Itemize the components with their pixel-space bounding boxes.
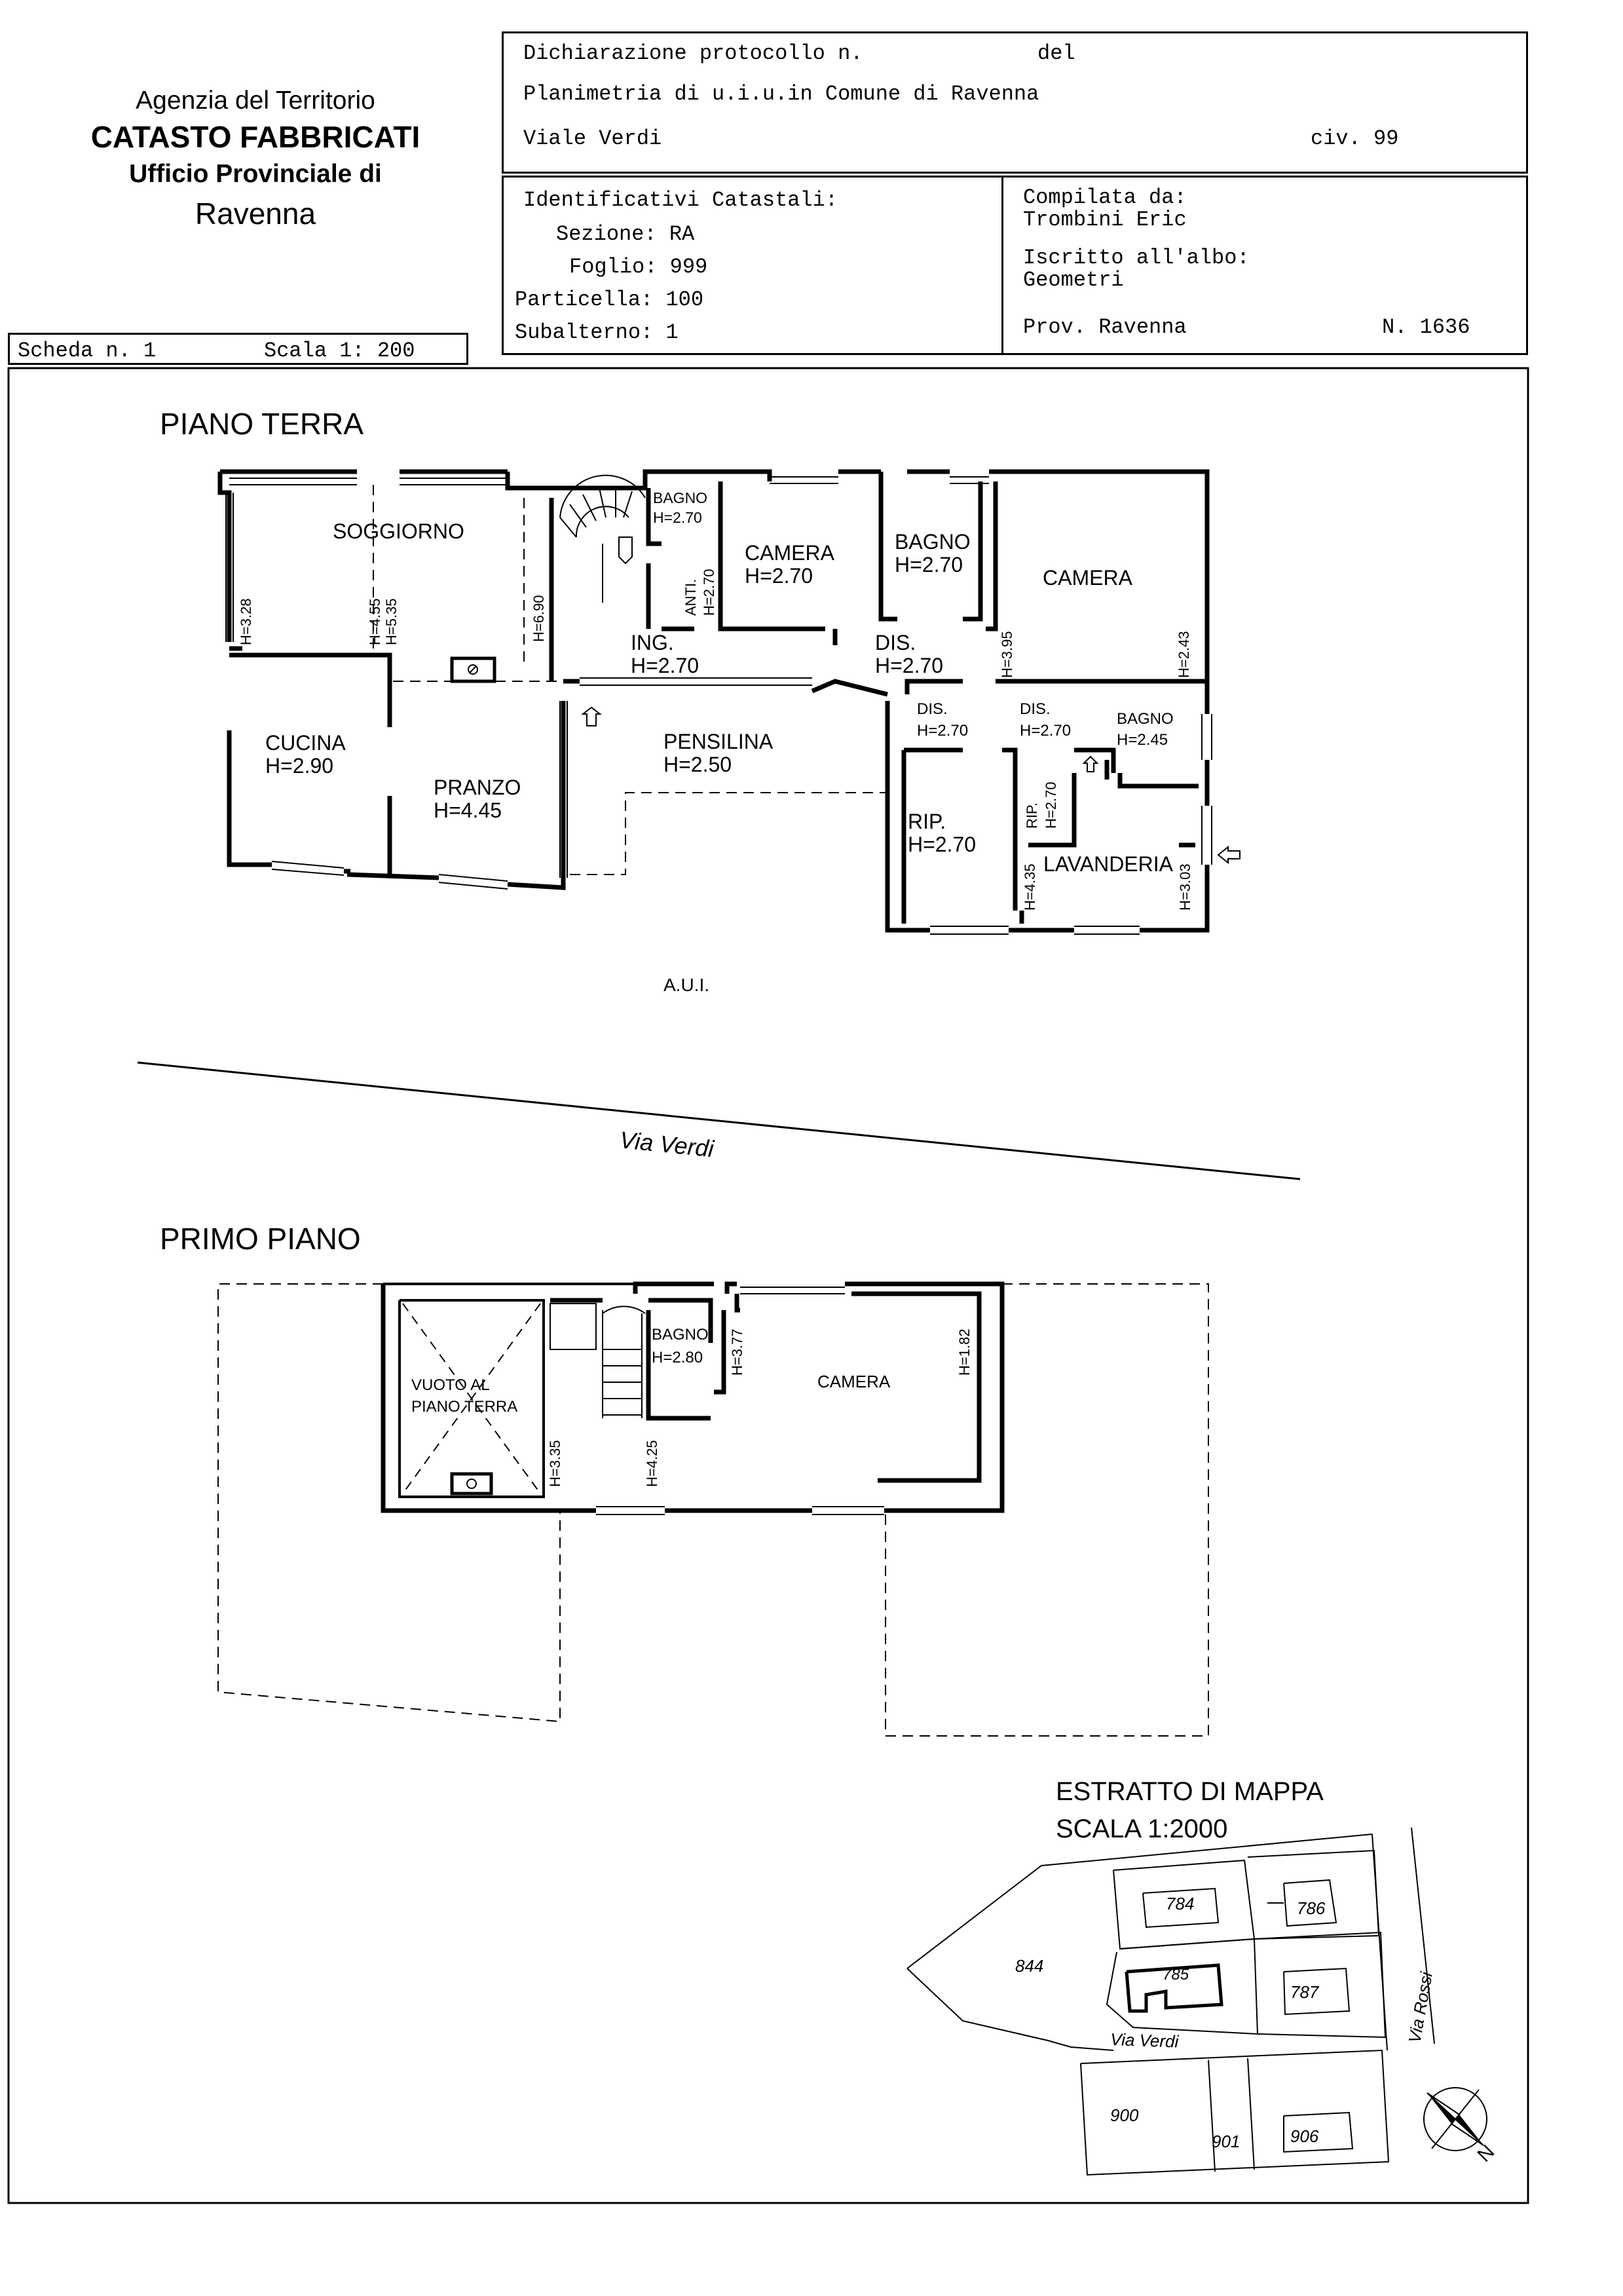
parcel-784: 784 (1166, 1894, 1195, 1913)
agency-office: Ufficio Provinciale di (129, 160, 382, 189)
label-anti: ANTI. (682, 578, 699, 616)
label-dis2-h: H=2.70 (917, 722, 969, 740)
label-rip2-h: H=2.70 (1043, 781, 1059, 829)
foglio: Foglio: 999 (569, 255, 708, 279)
label-anti-h: H=2.70 (701, 569, 717, 616)
register-label: Iscritto all'albo: (1023, 246, 1250, 270)
side-entrance-arrow-icon (1218, 847, 1240, 863)
label-camera2: CAMERA (1043, 566, 1132, 590)
parcel-900: 900 (1110, 2105, 1139, 2125)
label-ff-bagno: BAGNO (652, 1326, 709, 1344)
wall (347, 875, 439, 878)
label-bagno3-h: H=2.45 (1117, 731, 1168, 749)
map-scale: SCALA 1:2000 (1056, 1815, 1228, 1843)
parcel-906: 906 (1290, 2126, 1319, 2146)
label-pranzo-h: H=4.45 (434, 799, 502, 822)
label-vuoto1: VUOTO AL (411, 1376, 490, 1394)
height-377: H=3.77 (729, 1328, 745, 1376)
height-535: H=5.35 (383, 598, 400, 645)
register-number: N. 1636 (1382, 315, 1470, 339)
fireplace-icon (452, 658, 494, 681)
staircase (560, 476, 645, 603)
label-dis1-h: H=2.70 (875, 654, 944, 677)
street-line (138, 1063, 1300, 1179)
wall (1120, 773, 1199, 786)
label-cucina: CUCINA (265, 731, 346, 755)
cadastral-map (907, 1828, 1434, 2175)
parcel-786: 786 (1297, 1898, 1326, 1918)
parcel-785: 785 (1163, 1966, 1189, 1984)
first-floor-fireplace-icon (452, 1474, 491, 1494)
height-690: H=6.90 (531, 595, 547, 642)
agency-catasto: CATASTO FABBRICATI (90, 120, 420, 155)
sheet-scale: Scala 1: 200 (264, 339, 415, 363)
step-arrow-icon (1084, 757, 1097, 772)
height-395: H=3.95 (999, 631, 1015, 678)
label-aui: A.U.I. (663, 975, 710, 995)
label-soggiorno: SOGGIORNO (333, 519, 464, 543)
wall (989, 472, 1207, 714)
height-243: H=2.43 (1176, 631, 1192, 678)
first-floor-plan (383, 1284, 1002, 1511)
parcel-844: 844 (1015, 1956, 1044, 1976)
particella: Particella: 100 (515, 288, 704, 312)
protocol-del: del (1037, 41, 1075, 66)
label-ff-bagno-h: H=2.80 (652, 1349, 703, 1366)
first-floor-title: PRIMO PIANO (160, 1222, 361, 1256)
parcel-901: 901 (1212, 2132, 1241, 2151)
height-335: H=3.35 (547, 1440, 563, 1487)
stair-arrow-icon (619, 537, 632, 563)
height-455: H=4.55 (367, 598, 383, 645)
label-camera1: CAMERA (745, 541, 834, 565)
wall (709, 472, 770, 481)
first-floor-labels (411, 1326, 973, 1487)
civic-number: civ. 99 (1311, 126, 1399, 151)
label-bagno2: BAGNO (895, 530, 971, 554)
identifiers-title: Identificativi Catastali: (523, 188, 838, 212)
first-floor-windows (596, 1287, 884, 1515)
label-bagno2-h: H=2.70 (895, 553, 963, 576)
label-camera1-h: H=2.70 (745, 564, 813, 588)
label-dis3: DIS. (1020, 700, 1051, 718)
wall (907, 681, 963, 694)
north-compass-icon (1424, 2088, 1499, 2166)
map-via-verdi: Via Verdi (1110, 2029, 1179, 2052)
compiled-name: Trombini Eric (1023, 208, 1187, 232)
label-dis3-h: H=2.70 (1020, 722, 1072, 740)
register-value: Geometri (1023, 268, 1124, 292)
protocol-label: Dichiarazione protocollo n. (523, 41, 863, 66)
subalterno: Subalterno: 1 (515, 320, 679, 345)
entrance-arrow-icon (583, 707, 600, 726)
height-303: H=3.03 (1177, 863, 1193, 911)
label-dis2: DIS. (917, 700, 948, 718)
street-name: Via Verdi (618, 1126, 715, 1163)
label-rip1-h: H=2.70 (908, 833, 977, 856)
label-pranzo: PRANZO (434, 776, 521, 799)
north-label: N (1473, 2141, 1499, 2166)
wall (229, 655, 390, 727)
height-328: H=3.28 (238, 598, 254, 645)
map-via-rossi: Via Rossi (1404, 1970, 1436, 2045)
agency-city: Ravenna (195, 196, 316, 231)
drawing-frame (9, 368, 1528, 2203)
label-dis1: DIS. (875, 631, 916, 654)
label-vuoto2: PIANO TERRA (411, 1398, 518, 1416)
wall (1002, 750, 1015, 911)
label-ing: ING. (631, 631, 674, 654)
parcel-787: 787 (1290, 1982, 1319, 2002)
wall (552, 472, 709, 488)
label-rip1: RIP. (908, 810, 946, 833)
compiled-label: Compilata da: (1023, 185, 1187, 210)
height-435: H=4.35 (1022, 863, 1038, 911)
street-label: Viale Verdi (523, 126, 662, 151)
height-425: H=4.25 (644, 1440, 660, 1487)
height-182: H=1.82 (956, 1328, 973, 1376)
sezione: Sezione: RA (556, 222, 695, 246)
agency-name: Agenzia del Territorio (136, 86, 375, 115)
label-rip2: RIP. (1024, 802, 1040, 829)
sheet-number: Scheda n. 1 (18, 339, 157, 363)
label-ff-camera: CAMERA (817, 1372, 891, 1391)
map-title: ESTRATTO DI MAPPA (1056, 1777, 1324, 1806)
label-bagno1-h: H=2.70 (653, 509, 702, 526)
ground-floor-title: PIANO TERRA (160, 407, 364, 441)
wall (986, 481, 996, 629)
wall (812, 681, 887, 694)
label-ing-h: H=2.70 (631, 654, 700, 677)
wall (220, 472, 229, 642)
ground-floor-labels (238, 489, 1193, 995)
plan-label: Planimetria di u.i.u.in Comune di Ravenna (523, 82, 1039, 106)
label-pensilina-h: H=2.50 (663, 753, 732, 776)
label-pensilina: PENSILINA (663, 730, 774, 753)
label-bagno3: BAGNO (1117, 710, 1174, 728)
label-cucina-h: H=2.90 (265, 754, 334, 778)
first-floor-stairs (550, 1304, 645, 1418)
label-bagno1: BAGNO (653, 489, 708, 506)
province: Prov. Ravenna (1023, 315, 1187, 339)
label-lavanderia: LAVANDERIA (1043, 852, 1173, 876)
wall (508, 472, 552, 488)
